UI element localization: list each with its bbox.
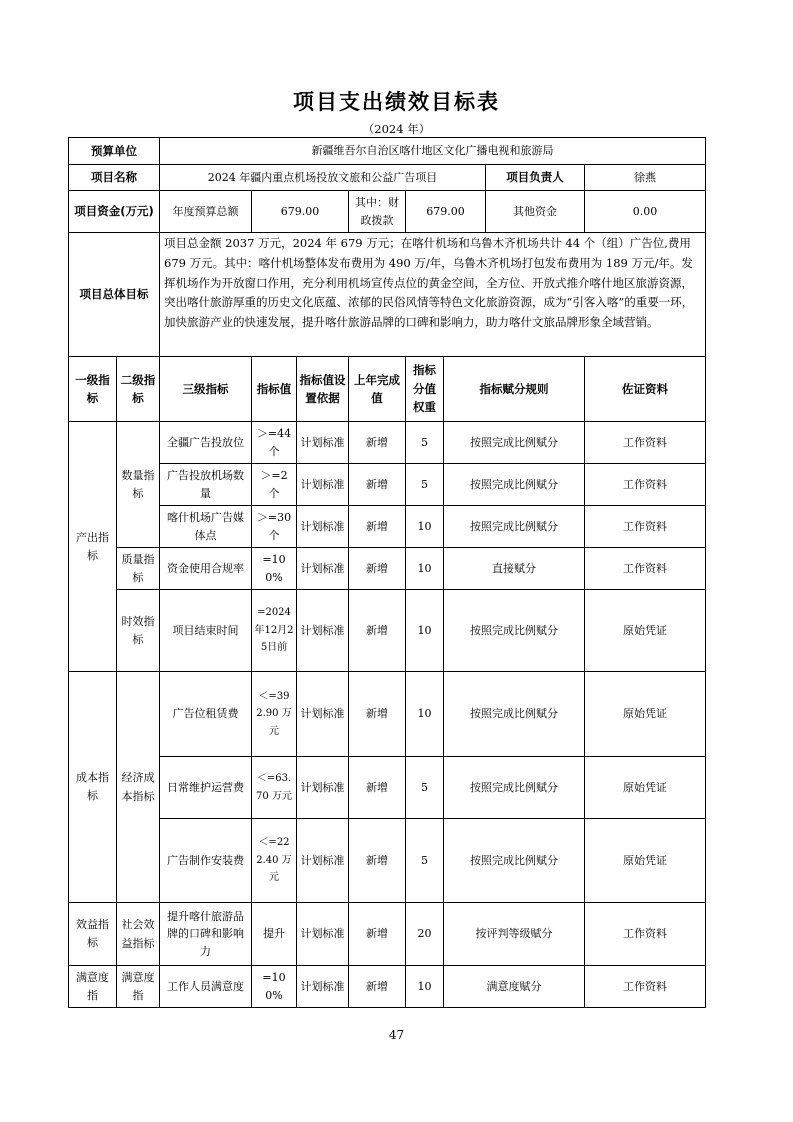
indicator-name: 广告制作安装费 <box>160 819 252 903</box>
indicator-weight: 10 <box>406 966 444 1008</box>
indicator-name: 提升喀什旅游品牌的口碑和影响力 <box>160 903 252 966</box>
indicator-evidence: 工作资料 <box>585 464 706 506</box>
indicator-weight: 10 <box>406 506 444 548</box>
indicator-name: 广告投放机场数量 <box>160 464 252 506</box>
indicator-last: 新增 <box>349 966 406 1008</box>
table-row <box>69 903 706 966</box>
indicator-last: 新增 <box>349 757 406 819</box>
header-last-year: 上年完成值 <box>349 357 406 422</box>
indicator-value: ＞=44 个 <box>252 422 297 464</box>
indicator-basis: 计划标准 <box>297 966 349 1008</box>
indicator-last: 新增 <box>349 506 406 548</box>
header-level3: 三级指标 <box>160 357 252 422</box>
budget-unit-value: 新疆维吾尔自治区喀什地区文化广播电视和旅游局 <box>160 138 706 165</box>
group-output: 产出指标 <box>69 422 117 672</box>
indicator-rule: 按照完成比例赋分 <box>444 590 585 672</box>
indicator-weight: 20 <box>406 903 444 966</box>
indicator-weight: 5 <box>406 464 444 506</box>
indicator-evidence: 工作资料 <box>585 548 706 590</box>
header-value: 指标值 <box>252 357 297 422</box>
indicator-weight: 5 <box>406 819 444 903</box>
indicator-basis: 计划标准 <box>297 506 349 548</box>
group-social: 社会效益指标 <box>117 903 160 966</box>
indicator-evidence: 原始凭证 <box>585 819 706 903</box>
group-satisfaction: 满意度指 <box>69 966 117 1008</box>
indicator-weight: 5 <box>406 757 444 819</box>
project-name-value: 2024 年疆内重点机场投放文旅和公益广告项目 <box>160 165 486 191</box>
budget-unit-row <box>69 138 706 165</box>
indicator-rule: 直接赋分 <box>444 548 585 590</box>
indicator-basis: 计划标准 <box>297 590 349 672</box>
project-name-row <box>69 165 706 191</box>
indicator-value: ＜=63.70 万元 <box>252 757 297 819</box>
header-weight: 指标分值权重 <box>406 357 444 422</box>
indicator-value: ＞=2 个 <box>252 464 297 506</box>
indicator-rule: 按照完成比例赋分 <box>444 422 585 464</box>
group-quality: 质量指标 <box>117 548 160 590</box>
indicator-value: ＞=30 个 <box>252 506 297 548</box>
indicator-rule: 按评判等级赋分 <box>444 903 585 966</box>
annual-budget-value: 679.00 <box>252 191 349 233</box>
budget-unit-label: 预算单位 <box>69 138 160 165</box>
indicator-basis: 计划标准 <box>297 672 349 757</box>
indicator-last: 新增 <box>349 464 406 506</box>
indicator-basis: 计划标准 <box>297 757 349 819</box>
table-row <box>69 966 706 1008</box>
header-rule: 指标赋分规则 <box>444 357 585 422</box>
performance-table <box>68 137 706 1008</box>
table-row <box>69 506 706 548</box>
table-row <box>69 819 706 903</box>
header-level2: 二级指标 <box>117 357 160 422</box>
indicator-name: 资金使用合规率 <box>160 548 252 590</box>
project-name-label: 项目名称 <box>69 165 160 191</box>
group-timeliness: 时效指标 <box>117 590 160 672</box>
indicator-evidence: 工作资料 <box>585 966 706 1008</box>
other-funds-label: 其他资金 <box>486 191 585 233</box>
indicator-basis: 计划标准 <box>297 819 349 903</box>
project-leader-label: 项目负责人 <box>486 165 585 191</box>
indicator-value: =2024年12月25日前 <box>252 590 297 672</box>
indicator-last: 新增 <box>349 590 406 672</box>
goal-label: 项目总体目标 <box>69 233 160 357</box>
header-row <box>69 357 706 422</box>
indicator-rule: 按照完成比例赋分 <box>444 757 585 819</box>
indicator-weight: 10 <box>406 672 444 757</box>
table-row <box>69 422 706 464</box>
header-evidence: 佐证资料 <box>585 357 706 422</box>
table-row <box>69 548 706 590</box>
indicator-evidence: 原始凭证 <box>585 672 706 757</box>
table-row <box>69 590 706 672</box>
indicator-evidence: 原始凭证 <box>585 590 706 672</box>
indicator-rule: 满意度赋分 <box>444 966 585 1008</box>
year-label: （2024 年） <box>362 122 431 136</box>
indicator-name: 喀什机场广告媒体点 <box>160 506 252 548</box>
indicator-value: =100% <box>252 966 297 1008</box>
group-benefit: 效益指标 <box>69 903 117 966</box>
header-level1: 一级指标 <box>69 357 117 422</box>
indicator-name: 广告位租赁费 <box>160 672 252 757</box>
indicator-value: ＜=222.40 万元 <box>252 819 297 903</box>
group-econ-cost: 经济成本指标 <box>117 672 160 903</box>
table-row <box>69 757 706 819</box>
indicator-evidence: 工作资料 <box>585 422 706 464</box>
fiscal-label: 其中：财政拨款 <box>349 191 406 233</box>
indicator-rule: 按照完成比例赋分 <box>444 506 585 548</box>
indicator-name: 项目结束时间 <box>160 590 252 672</box>
indicator-name: 日常维护运营费 <box>160 757 252 819</box>
goal-row <box>69 233 706 357</box>
annual-budget-label: 年度预算总额 <box>160 191 252 233</box>
indicator-evidence: 原始凭证 <box>585 757 706 819</box>
indicator-basis: 计划标准 <box>297 464 349 506</box>
indicator-basis: 计划标准 <box>297 548 349 590</box>
indicator-rule: 按照完成比例赋分 <box>444 672 585 757</box>
indicator-evidence: 工作资料 <box>585 506 706 548</box>
page-title: 项目支出绩效目标表 <box>293 90 500 114</box>
indicator-weight: 10 <box>406 548 444 590</box>
fiscal-value: 679.00 <box>406 191 486 233</box>
indicator-rule: 按照完成比例赋分 <box>444 819 585 903</box>
indicator-basis: 计划标准 <box>297 422 349 464</box>
other-funds-value: 0.00 <box>585 191 706 233</box>
group-quantity: 数量指标 <box>117 422 160 548</box>
indicator-value: =100% <box>252 548 297 590</box>
indicator-evidence: 工作资料 <box>585 903 706 966</box>
project-leader-value: 徐燕 <box>585 165 706 191</box>
indicator-weight: 5 <box>406 422 444 464</box>
indicator-weight: 10 <box>406 590 444 672</box>
goal-text: 项目总金额 2037 万元，2024 年 679 万元；在喀什机场和乌鲁木齐机场共计 44 个（组）广告位,费用 679 万元。其中：喀什机场整体发布费用为 490 万/年，乌鲁木齐机场打包发布费用为 189 万元/年。发挥机场作为开放窗口作用，充分利用机场宣传点位的黄金空间，全方位、开放式推介喀什地区旅游资源，突出喀什旅游厚重的历史文化底蕴、浓郁的民俗风情等特色文化旅游资源，成为“引客入喀”的重要一环，加快旅游产业的快速发展，提升喀什旅游品牌的口碑和影响力，助力喀什文旅品牌形象全域营销。 <box>160 233 706 357</box>
indicator-rule: 按照完成比例赋分 <box>444 464 585 506</box>
group-satisfaction-2: 满意度指 <box>117 966 160 1008</box>
group-cost: 成本指标 <box>69 672 117 903</box>
funds-label: 项目资金(万元) <box>69 191 160 233</box>
indicator-last: 新增 <box>349 903 406 966</box>
indicator-last: 新增 <box>349 819 406 903</box>
page-number: 47 <box>388 1028 405 1042</box>
indicator-basis: 计划标准 <box>297 903 349 966</box>
indicator-name: 全疆广告投放位 <box>160 422 252 464</box>
indicator-last: 新增 <box>349 672 406 757</box>
indicator-value: 提升 <box>252 903 297 966</box>
funds-row <box>69 191 706 233</box>
table-row <box>69 464 706 506</box>
indicator-value: ＜=392.90 万元 <box>252 672 297 757</box>
indicator-last: 新增 <box>349 548 406 590</box>
table-row <box>69 672 706 757</box>
header-basis: 指标值设置依据 <box>297 357 349 422</box>
indicator-last: 新增 <box>349 422 406 464</box>
indicator-name: 工作人员满意度 <box>160 966 252 1008</box>
